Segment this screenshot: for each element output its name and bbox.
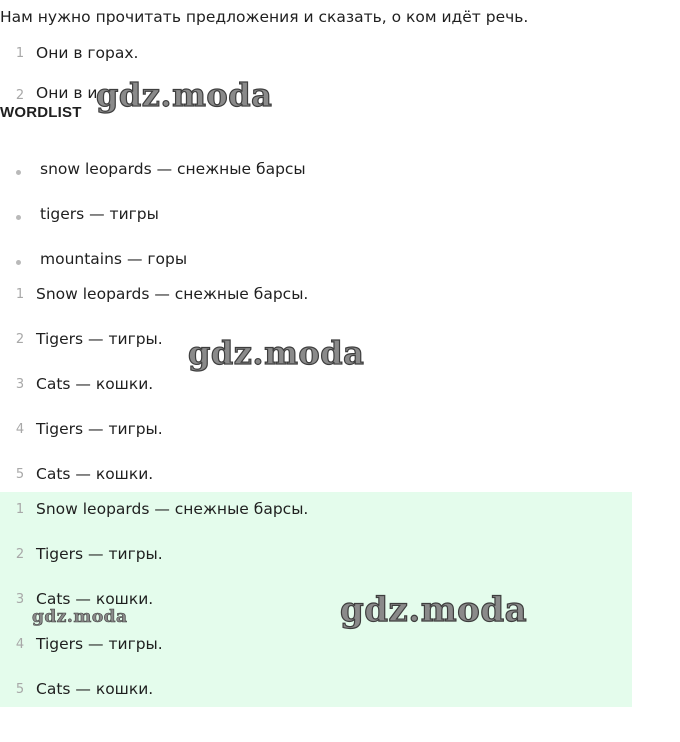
watermark-logo: gdz.moda [188, 334, 365, 372]
list-number: 4 [15, 637, 25, 652]
list-item: Cats — кошки. [36, 465, 154, 483]
list-number: 1 [15, 46, 25, 61]
wordlist-item: mountains — горы [40, 250, 188, 268]
list-number: 2 [15, 332, 25, 347]
wordlist-heading: WORDLIST [0, 104, 82, 121]
list-item: Tigers — тигры. [36, 545, 163, 563]
watermark-logo: gdz.moda [96, 76, 273, 114]
list-item: Cats — кошки. [36, 590, 154, 608]
list-item-partial: Они в и [36, 84, 98, 102]
list-item: Snow leopards — снежные барсы. [36, 500, 309, 518]
list-item: Они в горах. [36, 44, 139, 62]
watermark-logo: gdz.moda [340, 590, 528, 630]
list-number: 3 [15, 592, 25, 607]
list-number: 5 [15, 467, 25, 482]
watermark-logo-small: gdz.moda [32, 607, 128, 627]
wordlist-item: tigers — тигры [40, 205, 159, 223]
list-item: Tigers — тигры. [36, 330, 163, 348]
list-item: Cats — кошки. [36, 375, 154, 393]
list-item: Tigers — тигры. [36, 420, 163, 438]
list-number: 1 [15, 502, 25, 517]
list-item: Tigers — тигры. [36, 635, 163, 653]
list-number: 1 [15, 287, 25, 302]
wordlist-item: snow leopards — снежные барсы [40, 160, 306, 178]
list-number: 5 [15, 682, 25, 697]
list-number: 2 [15, 88, 25, 103]
list-number: 2 [15, 547, 25, 562]
list-item: Snow leopards — снежные барсы. [36, 285, 309, 303]
list-number: 4 [15, 422, 25, 437]
bullet-icon [16, 215, 21, 220]
intro-text: Нам нужно прочитать предложения и сказать, о ком идёт речь. [0, 8, 529, 26]
bullet-icon [16, 170, 21, 175]
bullet-icon [16, 260, 21, 265]
list-number: 3 [15, 377, 25, 392]
list-item: Cats — кошки. [36, 680, 154, 698]
